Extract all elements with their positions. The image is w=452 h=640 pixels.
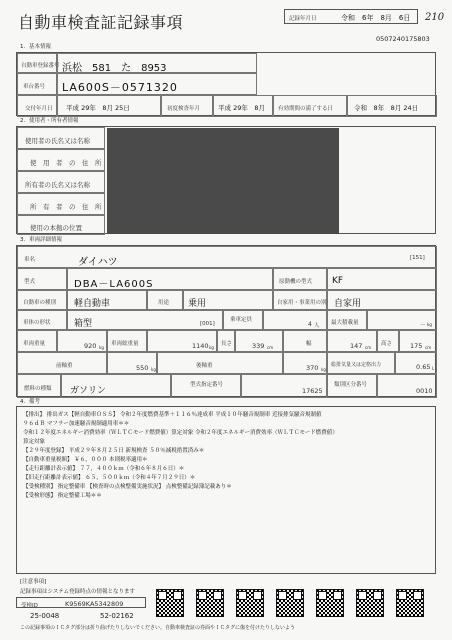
spec-cell: [241, 374, 327, 398]
remark-line: 【受検種別】 指定整備車 【検査時の点検整備実施状況】 点検整備記録簿記載あり＊: [23, 484, 232, 490]
remark-line: 【自動車重量税額】 ￥６，０００ 本則税率適用＊: [23, 457, 148, 463]
engine-label: 原動機の型式: [279, 279, 313, 285]
remark-line: 【走行距離計表示値】 ７７，４００ｋｍ（令和６年８月６日）＊: [23, 466, 185, 472]
kind-label-cell: [17, 290, 67, 310]
fuel-cell: [61, 374, 171, 398]
rear-cell: [283, 352, 327, 374]
expiry-label-cell: [273, 95, 347, 117]
owner-row-1: [17, 149, 105, 171]
owner-row-4: [17, 215, 105, 235]
engine-cell: [327, 268, 437, 290]
rear-unit: kg: [321, 367, 326, 372]
maxload-label-cell: [327, 310, 367, 330]
front-unit: kg: [151, 367, 156, 372]
class-label: 類別区分番号: [334, 382, 368, 388]
front-label: 前軸重: [56, 363, 73, 369]
class: 0010: [416, 387, 433, 395]
qr-code-1: [156, 589, 184, 617]
remark-line: 算定対象: [23, 439, 46, 445]
disp-unit: L: [432, 366, 435, 371]
recorder-box: [16, 597, 146, 608]
remark-line: 令和１２年度エネルギー消費効率（ＷＬＴＣモード燃費値）算定対象 令和２年度エネルギー消費効率（ＷＬＴＣモード燃費値）: [23, 430, 338, 436]
owner-row-2: [17, 171, 105, 193]
remark-line: 【排出】 排出ガス【軽自動車ＯＳＳ】 令和２年度燃費基準＋１１６％達成車 平成１０年騒音規制車 近接排気騒音規制値: [23, 412, 322, 418]
width-label: 幅: [306, 341, 312, 347]
height-cell: [399, 330, 437, 352]
model-label-cell: [17, 268, 67, 290]
fuel: ガソリン: [70, 386, 107, 396]
gross-label: 車両総重量: [111, 341, 139, 347]
section-vehicle: 3．車両詳細情報: [20, 237, 62, 243]
reg-number-label-cell: [17, 53, 60, 73]
class-cell: [377, 374, 437, 398]
maxload: －: [420, 322, 427, 329]
engine: KF: [332, 276, 344, 286]
gross-cell: [147, 330, 217, 352]
document-number: 0507240175803: [376, 35, 430, 43]
maker: ダイハツ: [78, 257, 118, 268]
section-remarks: 4．備考: [20, 399, 40, 405]
shape-code: [001]: [200, 321, 215, 327]
weight-label: 車両重量: [23, 341, 46, 347]
kind: 軽自動車: [74, 299, 111, 309]
remark-line: 【旧走行距離計表示値】 ６５，５００ｋｍ（令和４年７月２９日）＊: [23, 475, 196, 481]
rear: 370: [306, 364, 319, 372]
code-right: 52-02162: [100, 612, 134, 620]
maker-code: [151]: [410, 255, 425, 261]
biz-cell: [327, 290, 437, 310]
footer-disclaimer: この記録事項のＩＣタグ部分は折り曲げたりしないでください。自動車検査証の券面やＩＣタグに傷を付けたりしないよう: [20, 625, 296, 631]
owner-row-label-3: 所 有 者 の 住 所: [30, 203, 102, 211]
maxload-cell: [367, 310, 437, 330]
fuel-label-cell: [17, 374, 61, 398]
section-owner: 2．使用者・所有者情報: [20, 118, 79, 124]
issue-date-box: [284, 9, 418, 24]
model-cell: [67, 268, 273, 290]
qr-code-7: [396, 589, 424, 617]
front-cell: [107, 352, 157, 374]
owner-row-label-4: 使用の本拠の位置: [30, 224, 82, 232]
qr-code-5: [316, 589, 344, 617]
height-unit: cm: [425, 345, 432, 350]
height-label-cell: [377, 330, 399, 352]
vehicle-table: [16, 245, 436, 397]
rear-label-cell: [157, 352, 283, 374]
document-title: 自動車検査証記録事項: [18, 13, 184, 32]
first-reg-label-cell: [161, 95, 213, 117]
biz: 自家用: [334, 299, 362, 309]
length-unit: cm: [267, 345, 274, 350]
chassis-number: LA600S－0571320: [62, 81, 178, 94]
qr-code-3: [236, 589, 264, 617]
qr-code-4: [276, 589, 304, 617]
rear-label: 後軸重: [196, 363, 213, 369]
kind-label: 自動車の種別: [23, 300, 57, 306]
gross-unit: kg: [209, 345, 214, 350]
owner-row-label-0: 使用者の氏名又は名称: [25, 137, 90, 145]
height: 175: [410, 342, 423, 350]
use-cell: [183, 290, 273, 310]
chassis-label-cell: [17, 73, 57, 95]
disp: 0.65: [416, 363, 431, 371]
chassis-label: 車台番号: [23, 84, 46, 90]
weight-cell: [57, 330, 107, 352]
front: 550: [136, 364, 149, 372]
reg-number-cell: [57, 53, 257, 73]
recorder-value: K9569KA5342809: [65, 600, 124, 608]
use-label: 用途: [158, 300, 170, 306]
capacity-label: 乗車定員: [230, 317, 253, 323]
width-cell: [327, 330, 377, 352]
issue-date-cell: [57, 95, 161, 117]
biz-label-cell: [273, 290, 327, 310]
spec: 17625: [302, 387, 323, 395]
kind-cell: [67, 290, 147, 310]
weight-unit: kg: [99, 345, 104, 350]
first-reg-label: 初度検査年月: [167, 106, 201, 112]
notice-body: 記録事項はシステム登録時点の情報となります: [20, 589, 135, 595]
shape-label: 車体の形状: [23, 320, 51, 326]
width-unit: cm: [365, 345, 372, 350]
qr-code-2: [196, 589, 224, 617]
code-left: 25-0048: [30, 612, 60, 620]
issue-date: 令和 6年 8月 6日: [341, 14, 411, 22]
model-label: 型式: [24, 279, 36, 285]
reg-number-label: 自動車登録番号: [21, 63, 60, 69]
owner-table: [16, 126, 436, 234]
remark-line: 【２９年度登録】 平成２９年８月２５日 新規検査 ５０％減税措置済み＊: [23, 448, 205, 454]
first-reg: 平成 29年 8月: [218, 104, 265, 112]
vehicle-issue-date: 平成 29年 8月 25日: [66, 104, 130, 112]
owner-row-0: [17, 127, 105, 149]
maxload-label: 最大積載量: [331, 320, 359, 326]
qr-code-6: [356, 589, 384, 617]
gross-label-cell: [107, 330, 147, 352]
disp-cell: [395, 352, 437, 374]
owner-row-label-1: 使 用 者 の 住 所: [30, 159, 102, 167]
section-basic: 1．基本情報: [20, 44, 51, 50]
capacity-cell: [263, 310, 327, 330]
maker-label: 車名: [24, 257, 36, 263]
issue-date-label-cell: [17, 95, 57, 117]
notice-title: [注意事項]: [20, 579, 47, 585]
width: 147: [350, 342, 363, 350]
gross: 1140: [192, 342, 209, 350]
use-label-cell: [147, 290, 183, 310]
chassis-cell: [57, 73, 257, 95]
owner-row-label-2: 所有者の氏名又は名称: [25, 181, 90, 189]
model: DBA－LA600S: [74, 279, 154, 290]
biz-label: 自家用・事業用の別: [277, 300, 327, 306]
basic-info-table: [16, 52, 436, 116]
handwritten-note: 210: [425, 12, 445, 23]
height-label: 高さ: [381, 341, 393, 347]
length-cell: [235, 330, 283, 352]
first-reg-cell: [213, 95, 273, 117]
expiry-cell: [347, 95, 437, 117]
issue-date-label: 記録年月日: [289, 16, 317, 22]
disp-label-cell: [327, 352, 395, 374]
expiry-date: 令和 8年 8月 24日: [354, 104, 419, 112]
shape-label-cell: [17, 310, 67, 330]
capacity-unit: 人: [314, 323, 320, 329]
reg-number: 浜松 581 た 8953: [62, 63, 167, 74]
shape: 箱型: [74, 319, 93, 329]
spec-label: 型式指定番号: [190, 382, 224, 388]
issue-date-label-basic: 交付年月日: [25, 106, 53, 112]
recorder-label: 受検ID: [21, 603, 38, 609]
length-label-cell: [217, 330, 235, 352]
length-label: 長さ: [221, 341, 233, 347]
shape-cell: [67, 310, 223, 330]
capacity: 4: [308, 321, 312, 328]
front-label-cell: [17, 352, 107, 374]
fuel-label: 燃料の種類: [24, 386, 52, 392]
maxload-unit: kg: [427, 322, 432, 327]
capacity-label-cell: [223, 310, 263, 330]
maker-row: [17, 246, 437, 268]
spec-label-cell: [171, 374, 241, 398]
weight: 920: [84, 342, 97, 350]
expiry-label: 有効期間の満了する日: [278, 106, 334, 112]
disp-label: 総排気量又は定格出力: [331, 362, 382, 368]
length: 339: [252, 342, 265, 350]
owner-row-3: [17, 193, 105, 215]
remark-line: ９６ｄＢ マフラー加速騒音規制適用車＊＊: [23, 421, 130, 427]
remark-line: 【受検形態】 指定整備工場＊＊: [23, 493, 102, 499]
weight-label-cell: [17, 330, 57, 352]
owner-redaction: [107, 128, 339, 234]
class-label-cell: [327, 374, 377, 398]
use: 乗用: [188, 299, 207, 309]
width-label-cell: [283, 330, 327, 352]
engine-label-cell: [273, 268, 327, 290]
